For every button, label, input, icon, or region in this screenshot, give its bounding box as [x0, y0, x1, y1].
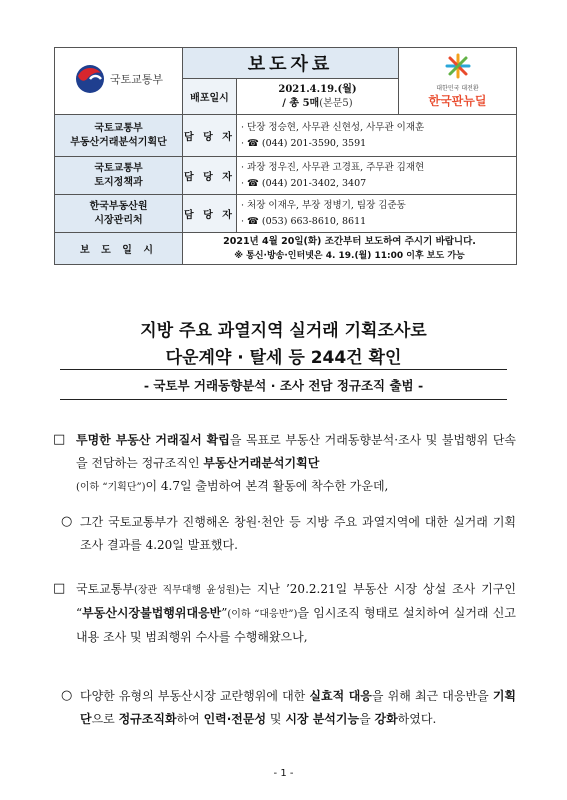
- paragraph-text: 하였다.: [397, 712, 437, 726]
- subtitle: - 국토부 거래동향분석 · 조사 전담 정규조직 출범 -: [60, 369, 507, 400]
- department-line2: 토지정책과: [94, 176, 143, 188]
- page-count: / 총 5매: [282, 97, 320, 109]
- paragraph-text: 하여: [176, 712, 204, 726]
- square-bullet-icon: □: [53, 432, 66, 447]
- contact-people: · 과장 정우진, 사무관 고경표, 주무관 김재현: [241, 161, 425, 173]
- contact-phone: · ☎ (044) 201-3402, 3407: [241, 177, 367, 189]
- paragraph-text: 및: [266, 712, 286, 726]
- release-line1: 2021년 4월 20일(화) 조간부터 보도하여 주시기 바랍니다.: [223, 235, 476, 247]
- emphasis: 실효적 대응: [309, 689, 372, 703]
- main-title-line2: 다운계약 · 탈세 등 244건 확인: [165, 348, 402, 368]
- paragraph-text: 을 위해 최근 대응반을: [371, 689, 493, 703]
- department-line2: 부동산거래분석기획단: [70, 136, 167, 148]
- emphasis: 부동산시장불법행위대응반: [82, 606, 222, 620]
- contact-role: 담 당 자: [183, 115, 237, 157]
- paragraph-text: 을: [359, 712, 375, 726]
- paragraph-text: 국토교통부: [76, 582, 134, 596]
- paragraph-text: 을 임시조직 형태로 설치하여 실거래 신고내용 조사 및 범죄행위 수사를 수행해왔으나,: [76, 606, 516, 644]
- department-line1: 한국부동산원: [89, 200, 148, 212]
- contact-row: [55, 195, 517, 233]
- contact-row: [55, 157, 517, 195]
- emphasis: 시장 분석기능: [285, 712, 360, 726]
- contact-details: [237, 157, 517, 195]
- paragraph-text: 으로: [91, 712, 119, 726]
- emphasis: 정규조직화: [118, 712, 177, 726]
- contact-role: 담 당 자: [183, 157, 237, 195]
- paragraph-4: [80, 685, 516, 731]
- release-time-value: [183, 233, 517, 265]
- paragraph-note: (이하 “대응반”): [227, 609, 298, 620]
- contact-department: [55, 115, 183, 157]
- new-deal-logo-cell: [399, 48, 517, 115]
- contact-people: · 처장 이재우, 부장 정병기, 팀장 김준동: [241, 199, 406, 211]
- paragraph-text: 다양한 유형의 부동산시장 교란행위에 대한: [80, 689, 310, 703]
- press-release-header-table: [54, 47, 517, 265]
- contact-details: [237, 195, 517, 233]
- department-line2: 시장관리처: [94, 214, 143, 226]
- paragraph-note: (이하 “기획단”): [76, 482, 146, 493]
- emphasis: 기획단: [80, 689, 517, 726]
- contact-role: 담 당 자: [183, 195, 237, 233]
- paragraph-text: 이 4.7일 출범하여 본격 활동에 착수한 가운데,: [145, 479, 389, 493]
- page-count-sub: (본문5): [319, 97, 353, 109]
- contact-row: [55, 115, 517, 157]
- emphasis: 투명한 부동산 거래질서 확립: [76, 433, 230, 447]
- release-line2: ※ 통신·방송·인터넷은 4. 19.(월) 11:00 이후 보도 가능: [234, 250, 465, 261]
- circle-bullet-icon: ○: [61, 514, 73, 529]
- press-release-title: 보도자료: [183, 48, 399, 79]
- distribution-label: 배포일시: [183, 79, 237, 115]
- emphasis: 인력·전문성: [203, 712, 267, 726]
- distribution-date: 2021.4.19.(월): [278, 83, 357, 95]
- brand-tagline: 대한민국 대전환: [436, 85, 479, 92]
- contact-phone: · ☎ (053) 663-8610, 8611: [241, 215, 367, 227]
- contact-department: [55, 157, 183, 195]
- ministry-name: 국토교통부: [109, 73, 164, 86]
- paragraph-text: ”: [221, 606, 228, 620]
- ministry-logo-cell: [55, 48, 183, 115]
- square-bullet-icon: □: [53, 581, 66, 596]
- contact-details: [237, 115, 517, 157]
- taegeuk-emblem-icon: [74, 63, 106, 95]
- paragraph-text: 는 지난 ’20.2.21일 부동산 시장 상설 조사 기구인 “: [76, 582, 516, 620]
- contact-department: [55, 195, 183, 233]
- paragraph-note: (장관 직무대행 윤성원): [133, 585, 240, 596]
- main-title-line1: 지방 주요 과열지역 실거래 기획조사로: [140, 321, 427, 341]
- new-deal-emblem-icon: [442, 53, 474, 79]
- paragraph-3: [76, 578, 516, 649]
- distribution-value: [237, 79, 399, 115]
- emphasis: 강화: [374, 712, 398, 726]
- emphasis: 부동산거래분석기획단: [203, 456, 320, 470]
- paragraph-1: [76, 429, 516, 499]
- release-time-label: 보 도 일 시: [55, 233, 183, 265]
- contact-people: · 단장 정승현, 사무관 신현성, 사무관 이재훈: [241, 121, 425, 133]
- department-line1: 국토교통부: [94, 162, 143, 174]
- paragraph-2: 그간 국토교통부가 진행해온 창원·천안 등 지방 주요 과열지역에 대한 실거래 기획조사 결과를 4.20일 발표했다.: [80, 515, 516, 552]
- paragraph-text: 을 목표로 부동산 거래동향분석·조사 및 불법행위 단속을 전담하는 정규조직인: [76, 433, 517, 470]
- brand-name: 한국판뉴딜: [428, 94, 487, 108]
- contact-phone: · ☎ (044) 201-3590, 3591: [241, 137, 367, 149]
- page-number: - 1 -: [273, 768, 294, 779]
- ministry-logo: [74, 63, 163, 95]
- department-line1: 국토교통부: [94, 122, 143, 134]
- circle-bullet-icon: ○: [61, 688, 73, 703]
